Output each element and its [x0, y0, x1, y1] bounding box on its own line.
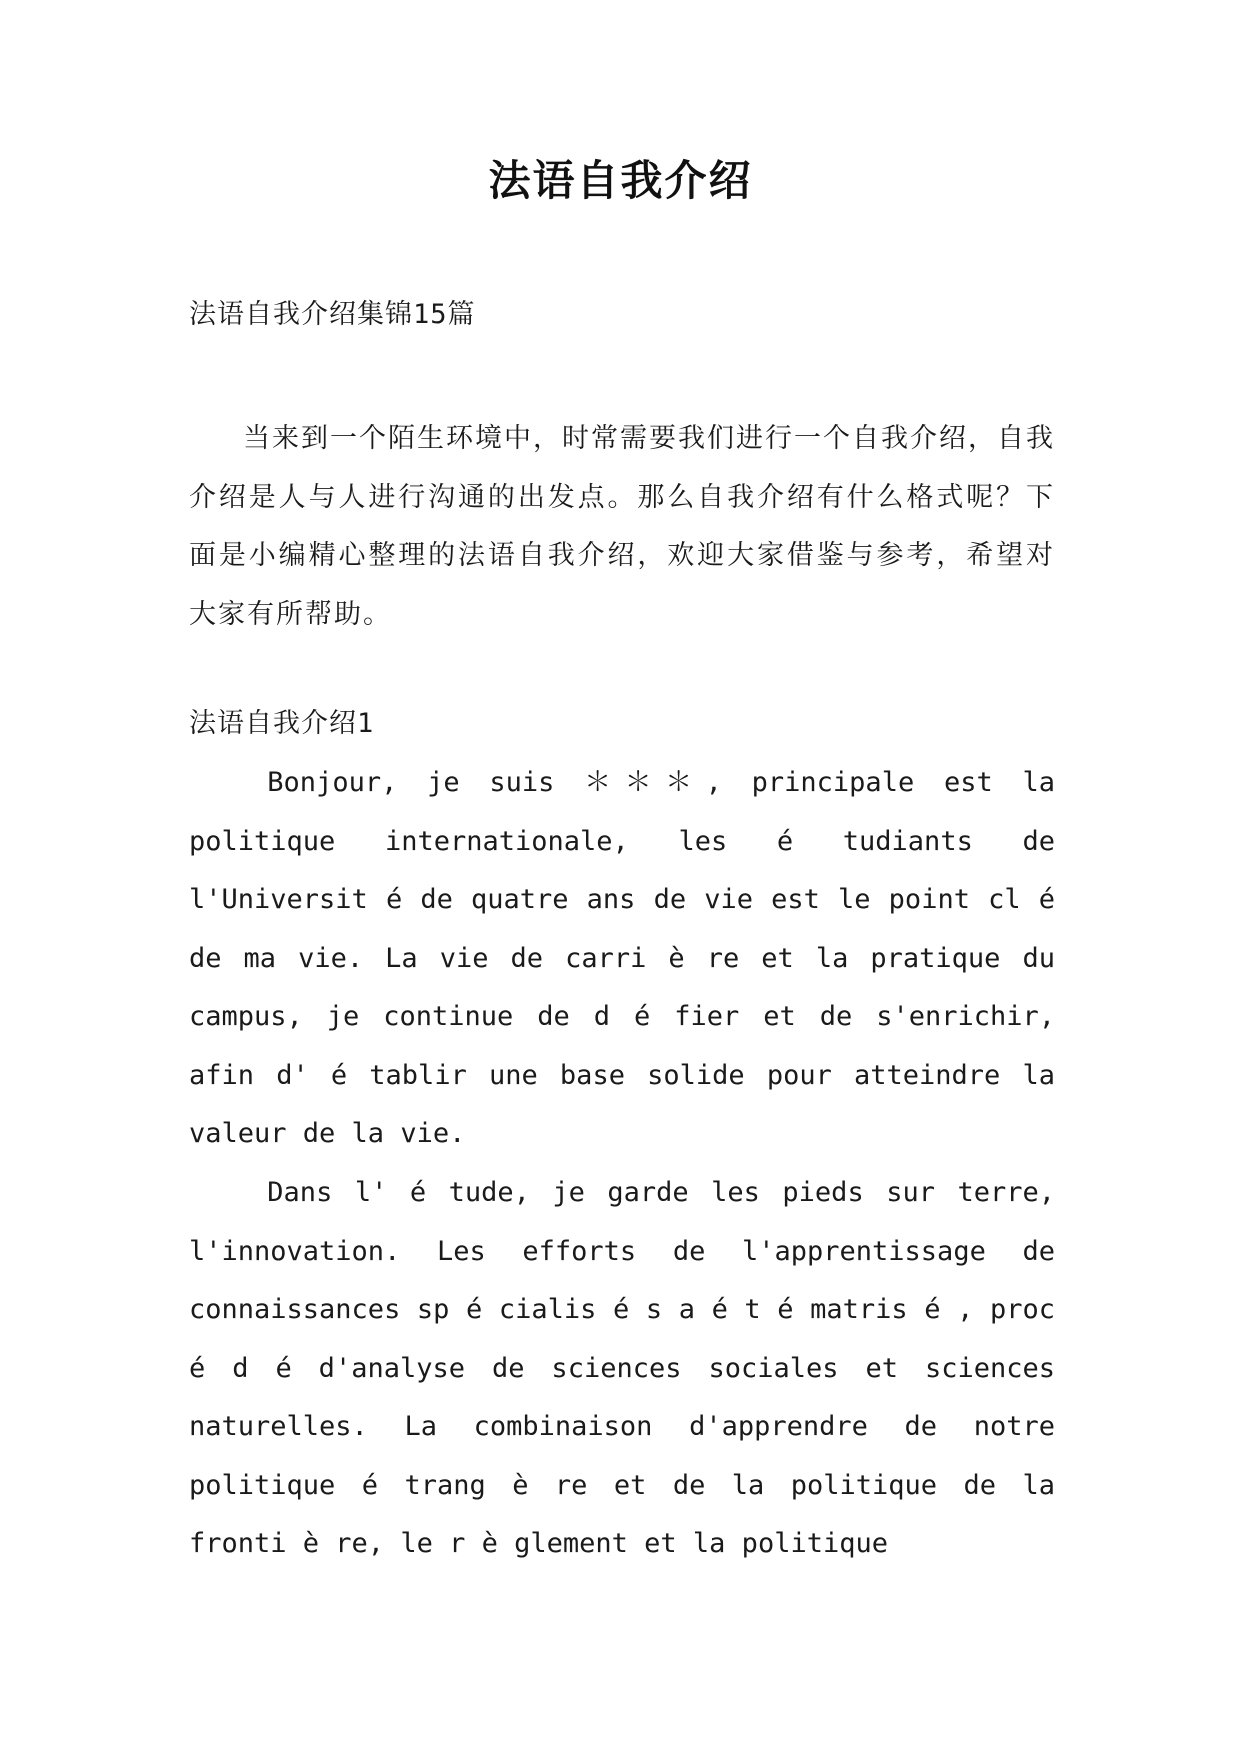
- document-subtitle: 法语自我介绍集锦15篇: [189, 299, 476, 330]
- document-title: 法语自我介绍: [488, 156, 753, 205]
- intro-paragraph: 当来到一个陌生环境中，时常需要我们进行一个自我介绍，自我介绍是人与人进行沟通的出发点。那么自我介绍有什么格式呢？下面是小编精心整理的法语自我介绍，欢迎大家借鉴与参考，希望对大家有所帮助。: [189, 423, 1055, 630]
- section-heading: 法语自我介绍1: [189, 708, 375, 739]
- body-paragraph: Bonjour, je suis ＊＊＊, principale est la politique internationale, les é tudiants de l'Universit é de quatre ans de vie est le point cl é de ma vie. La vie de carri è re et la pratique du campus, je continue de d é fier et de s'enrichir, afin d' é tablir une base solide pour atteindre la valeur de la vie.: [189, 767, 1055, 1149]
- body-paragraph: Dans l' é tude, je garde les pieds sur terre, l'innovation. Les efforts de l'apprentissage de connaissances sp é cialis é s a é t é matris é , proc é d é d'analyse de sciences sociales et sciences naturelles. La combinaison d'apprendre de notre politique é trang è re et de la politique de la fronti è re, le r è glement et la politique: [189, 1177, 1055, 1559]
